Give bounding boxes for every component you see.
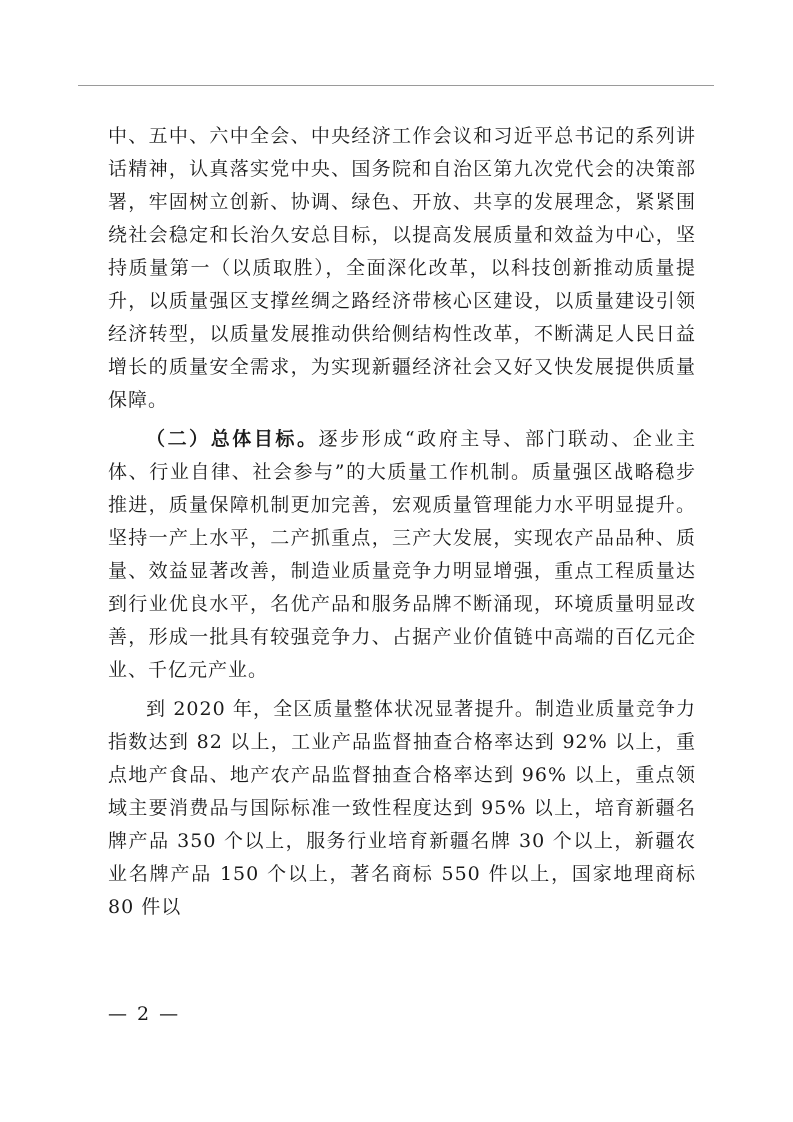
page-number: — 2 — — [108, 1003, 181, 1025]
paragraph-overall-goal — [108, 423, 696, 687]
document-body — [108, 120, 696, 930]
paragraph-overall-goal-text: 逐步形成“政府主导、部门联动、企业主体、行业自律、社会参与”的大质量工作机制。质量强区战略稳步推进，质量保障机制更加完善，宏观质量管理能力水平明显提升。坚持一产上水平，二产抓重点，三产大发展，实现农产品品种、质量、效益显著改善，制造业质量竞争力明显增强，重点工程质量达到行业优良水平，名优产品和服务品牌不断涌现，环境质量明显改善，形成一批具有较强竞争力、占据产业价值链中高端的百亿元企业、千亿元产业。 — [108, 428, 696, 681]
header-rule — [78, 85, 714, 86]
paragraph-continued: 中、五中、六中全会、中央经济工作会议和习近平总书记的系列讲话精神，认真落实党中央、国务院和自治区第九次党代会的决策部署，牢固树立创新、协调、绿色、开放、共享的发展理念，紧紧围绕社会稳定和长治久安总目标，以提高发展质量和效益为中心，坚持质量第一（以质取胜），全面深化改革，以科技创新推动质量提升，以质量强区支撑丝绸之路经济带核心区建设，以质量建设引领经济转型，以质量发展推动供给侧结构性改革，不断满足人民日益增长的质量安全需求，为实现新疆经济社会又好又快发展提供质量保障。 — [108, 125, 696, 411]
paragraph-2020-targets: 到 2020 年，全区质量整体状况显著提升。制造业质量竞争力指数达到 82 以上，工业产品监督抽查合格率达到 92% 以上，重点地产食品、地产农产品监督抽查合格率达到 96% 以上，重点领域主要消费品与国际标准一致性程度达到 95% 以上，培育新疆名牌产品 350 个以上，服务行业培育新疆名牌 30 个以上，新疆农业名牌产品 150 个以上，著名商标 550 件以上，国家地理商标 80 件以 — [108, 698, 696, 918]
section-heading-overall-goal: （二）总体目标。 — [146, 428, 319, 450]
